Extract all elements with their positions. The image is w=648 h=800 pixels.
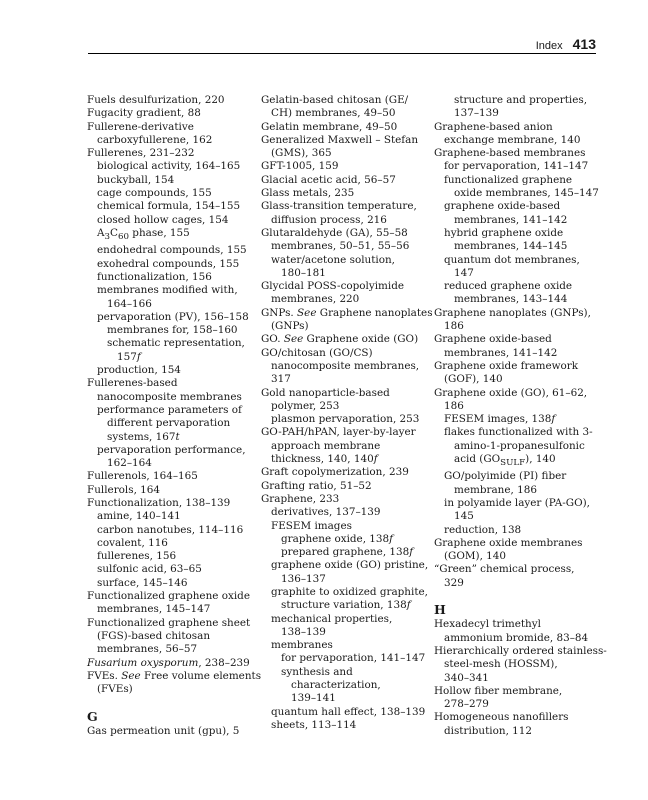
index-entry: Functionalized graphene oxide <box>87 590 250 603</box>
index-entry: Fuels desulfurization, 220 <box>87 94 225 106</box>
index-entry: Gold nanoparticle-based <box>261 386 390 399</box>
index-entry: Functionalization, 138–139 <box>87 496 231 509</box>
index-subentry: exohedral compounds, 155 <box>97 257 240 270</box>
index-subentry: mechanical properties, <box>271 612 393 625</box>
index-subentry: graphene oxide-based <box>444 200 561 213</box>
index-subentry: graphene oxide (GO) pristine, <box>271 559 429 572</box>
index-entry: Graphene oxide framework <box>434 359 579 372</box>
index-entry-continuation: nanocomposite membranes, <box>271 359 420 372</box>
index-entry: Hollow fiber membrane, <box>434 684 563 697</box>
index-entry: Hierarchically ordered stainless- <box>434 644 607 657</box>
section-gap <box>434 590 604 603</box>
index-column-3 <box>434 94 607 738</box>
section-gap <box>87 696 249 709</box>
running-header <box>536 36 596 52</box>
index-entry: Fullerenols, 164–165 <box>87 470 198 483</box>
index-subentry: derivatives, 137–139 <box>271 506 381 519</box>
index-subentry: functionalized graphene <box>444 173 573 186</box>
index-entry-continuation: 147 <box>454 266 474 279</box>
index-entry: Glass-transition temperature, <box>261 200 417 213</box>
index-entry-continuation: oxide membranes, 145–147 <box>454 187 599 200</box>
index-entry-continuation: 157f <box>117 350 141 363</box>
index-entry-continuation: steel-mesh (HOSSM), <box>444 658 558 671</box>
index-subentry: in polyamide layer (PA-GO), <box>444 496 590 509</box>
index-entry-continuation: structure variation, 138f <box>281 599 411 612</box>
index-entry: Graphene, 233 <box>261 492 340 505</box>
index-subentry: closed hollow cages, 154 <box>97 213 229 226</box>
index-entry-continuation: membrane, 186 <box>454 483 537 496</box>
index-entry: Graft copolymerization, 239 <box>261 466 409 479</box>
index-entry: GNPs. See Graphene nanoplates <box>261 306 433 319</box>
index-entry-continuation: (FVEs) <box>97 683 133 696</box>
index-subentry: membranes for, 158–160 <box>107 324 238 337</box>
index-subentry: carbon nanotubes, 114–116 <box>97 523 244 536</box>
index-subentry: pervaporation (PV), 156–158 <box>97 310 249 323</box>
index-entry-continuation: membranes, 141–142 <box>444 346 558 359</box>
index-subentry: GO/polyimide (PI) fiber <box>444 470 567 483</box>
index-entry: Graphene-based membranes <box>434 147 586 160</box>
index-subentry: pervaporation performance, <box>97 443 246 456</box>
section-letter: H <box>434 602 446 618</box>
index-entry-continuation: (FGS)-based chitosan <box>97 629 211 642</box>
index-entry-continuation: systems, 167t <box>107 430 180 443</box>
index-entry-continuation: amino-1-propanesulfonic <box>454 439 585 452</box>
index-entry: Grafting ratio, 51–52 <box>261 479 372 492</box>
index-entry: Graphene nanoplates (GNPs), <box>434 306 591 319</box>
page-number: 413 <box>572 36 596 52</box>
running-header-label: Index <box>535 40 563 52</box>
index-subentry: membranes <box>271 639 333 652</box>
index-entry: Functionalized graphene sheet <box>87 616 251 629</box>
index-entry-continuation: CH) membranes, 49–50 <box>271 107 396 120</box>
index-entry-continuation: diffusion process, 216 <box>271 213 387 226</box>
index-entry: Graphene oxide membranes <box>434 536 583 549</box>
index-subentry: prepared graphene, 138f <box>281 546 414 559</box>
index-subentry: for pervaporation, 141–147 <box>444 160 589 173</box>
index-entry: Fullerene-derivative <box>87 120 194 133</box>
index-subentry: hybrid graphene oxide <box>444 226 564 239</box>
index-entry-continuation: 186 <box>444 399 464 412</box>
index-entry: Fullerenes-based <box>87 377 178 390</box>
index-entry-continuation: membranes, 143–144 <box>454 293 568 306</box>
index-entry-continuation: carboxyfullerene, 162 <box>97 133 213 146</box>
index-subentry: endohedral compounds, 155 <box>97 244 247 257</box>
index-entry-continuation: 329 <box>444 576 464 589</box>
index-entry-continuation: 186 <box>444 320 464 333</box>
index-subentry: flakes functionalized with 3- <box>444 426 593 439</box>
index-entry: Glass metals, 235 <box>261 187 355 200</box>
index-subentry: plasmon pervaporation, 253 <box>271 413 420 426</box>
index-entry-continuation: 164–166 <box>107 297 152 310</box>
index-subentry: $A_3C_{60}$ phase, 155 <box>97 226 190 243</box>
index-subentry: cage compounds, 155 <box>97 187 212 200</box>
index-subentry: buckyball, 154 <box>97 173 175 186</box>
index-subentry: reduced graphene oxide <box>444 280 573 293</box>
index-entry: Graphene oxide-based <box>434 333 552 346</box>
index-entry: GO-PAH/hPAN, layer-by-layer <box>261 426 416 439</box>
index-entry: Gelatin membrane, 49–50 <box>261 120 398 133</box>
index-entry: Fugacity gradient, 88 <box>87 107 201 120</box>
index-subentry: sheets, 113–114 <box>271 718 357 731</box>
index-entry: GO. See Graphene oxide (GO) <box>261 333 419 346</box>
index-entry: Glycidal POSS-copolyimide <box>261 280 405 293</box>
index-entry-continuation: membranes, 144–145 <box>454 240 568 253</box>
index-entry-continuation: ammonium bromide, 83–84 <box>444 631 589 644</box>
index-entry: GFT-1005, 159 <box>261 160 339 173</box>
index-subentry: performance parameters of <box>97 403 242 416</box>
index-column-2 <box>261 94 433 732</box>
index-entry-continuation: approach membrane <box>271 439 381 452</box>
index-entry-continuation: 136–137 <box>281 572 326 585</box>
index-entry-continuation: nanocomposite membranes <box>97 390 242 403</box>
index-entry: Graphene oxide (GO), 61–62, <box>434 386 588 399</box>
index-subentry: membranes modified with, <box>97 284 238 297</box>
index-entry-continuation: 162–164 <box>107 457 152 470</box>
index-subentry: reduction, 138 <box>444 523 522 536</box>
index-entry-continuation: different pervaporation <box>107 417 231 430</box>
index-entry-continuation: 317 <box>271 373 291 386</box>
index-entry: Gas permeation unit (gpu), 5 <box>87 724 240 737</box>
index-subentry: membranes, 50–51, 55–56 <box>271 240 410 253</box>
index-subentry: graphene oxide, 138f <box>281 532 393 545</box>
index-entry: Homogeneous nanofillers <box>434 711 569 724</box>
index-entry: Hexadecyl trimethyl <box>434 618 541 631</box>
index-entry-continuation: membranes, 220 <box>271 293 360 306</box>
index-entry: Graphene-based anion <box>434 120 553 133</box>
index-entry-continuation: (GMS), 365 <box>271 147 332 160</box>
index-entry-continuation: (GOF), 140 <box>444 373 503 386</box>
index-subentry: synthesis and <box>281 665 353 678</box>
index-entry-continuation: thickness, 140, 140f <box>271 453 378 466</box>
index-entry: Fullerols, 164 <box>87 483 161 496</box>
index-column-1 <box>87 94 262 738</box>
index-entry-continuation: distribution, 112 <box>444 724 533 737</box>
index-entry-continuation: (GOM), 140 <box>444 550 507 563</box>
index-subentry: quantum hall effect, 138–139 <box>271 705 426 718</box>
index-subentry: schematic representation, <box>107 337 245 350</box>
index-entry-continuation: structure and properties, <box>454 94 588 106</box>
index-entry: FVEs. See Free volume elements <box>87 669 262 682</box>
index-entry: Generalized Maxwell – Stefan <box>261 133 419 146</box>
index-subentry: biological activity, 164–165 <box>97 160 241 173</box>
index-entry: Fusarium oxysporum, 238–239 <box>87 656 250 669</box>
section-letter: G <box>87 708 98 724</box>
index-entry-continuation: (GNPs) <box>271 320 309 333</box>
index-entry-continuation: membranes, 145–147 <box>97 603 211 616</box>
index-entry-continuation: 180–181 <box>281 266 326 279</box>
index-entry-continuation: acid $(GO_{SULF})$, 140 <box>454 453 556 469</box>
index-entry-continuation: 139–141 <box>291 692 336 705</box>
index-entry-continuation: polymer, 253 <box>271 399 340 412</box>
index-subentry: surface, 145–146 <box>97 576 188 589</box>
index-entry: Glutaraldehyde (GA), 55–58 <box>261 226 408 239</box>
index-subentry: water/acetone solution, <box>271 253 395 266</box>
index-entry-continuation: membranes, 56–57 <box>97 643 198 656</box>
index-subentry: FESEM images <box>271 519 352 532</box>
index-entry: GO/chitosan (GO/CS) <box>261 346 373 359</box>
index-subentry: sulfonic acid, 63–65 <box>97 563 202 576</box>
index-subentry: production, 154 <box>97 364 181 377</box>
index-subentry: covalent, 116 <box>97 536 168 549</box>
index-entry: Fullerenes, 231–232 <box>87 147 195 160</box>
index-entry-continuation: 138–139 <box>281 625 326 638</box>
index-entry-continuation: 145 <box>454 510 474 523</box>
index-entry-continuation: membranes, 141–142 <box>454 213 568 226</box>
index-entry-continuation: exchange membrane, 140 <box>444 133 581 146</box>
index-entry: “Green” chemical process, <box>434 563 575 576</box>
index-entry-continuation: 340–341 <box>444 671 489 684</box>
index-subentry: amine, 140–141 <box>97 510 181 523</box>
index-entry-continuation: 278–279 <box>444 698 489 711</box>
header-rule <box>88 53 596 54</box>
index-entry: Glacial acetic acid, 56–57 <box>261 173 396 186</box>
index-subentry: graphite to oxidized graphite, <box>271 585 428 598</box>
index-subentry: quantum dot membranes, <box>444 253 580 266</box>
index-subentry: for pervaporation, 141–147 <box>281 652 426 665</box>
index-entry: Gelatin-based chitosan (GE/ <box>261 94 409 106</box>
index-subentry: functionalization, 156 <box>97 270 212 283</box>
index-subentry: chemical formula, 154–155 <box>97 200 241 213</box>
index-subentry: FESEM images, 138f <box>444 413 556 426</box>
index-subentry: fullerenes, 156 <box>97 550 177 563</box>
index-entry-continuation: 137–139 <box>454 107 499 120</box>
index-entry-continuation: characterization, <box>291 679 381 692</box>
